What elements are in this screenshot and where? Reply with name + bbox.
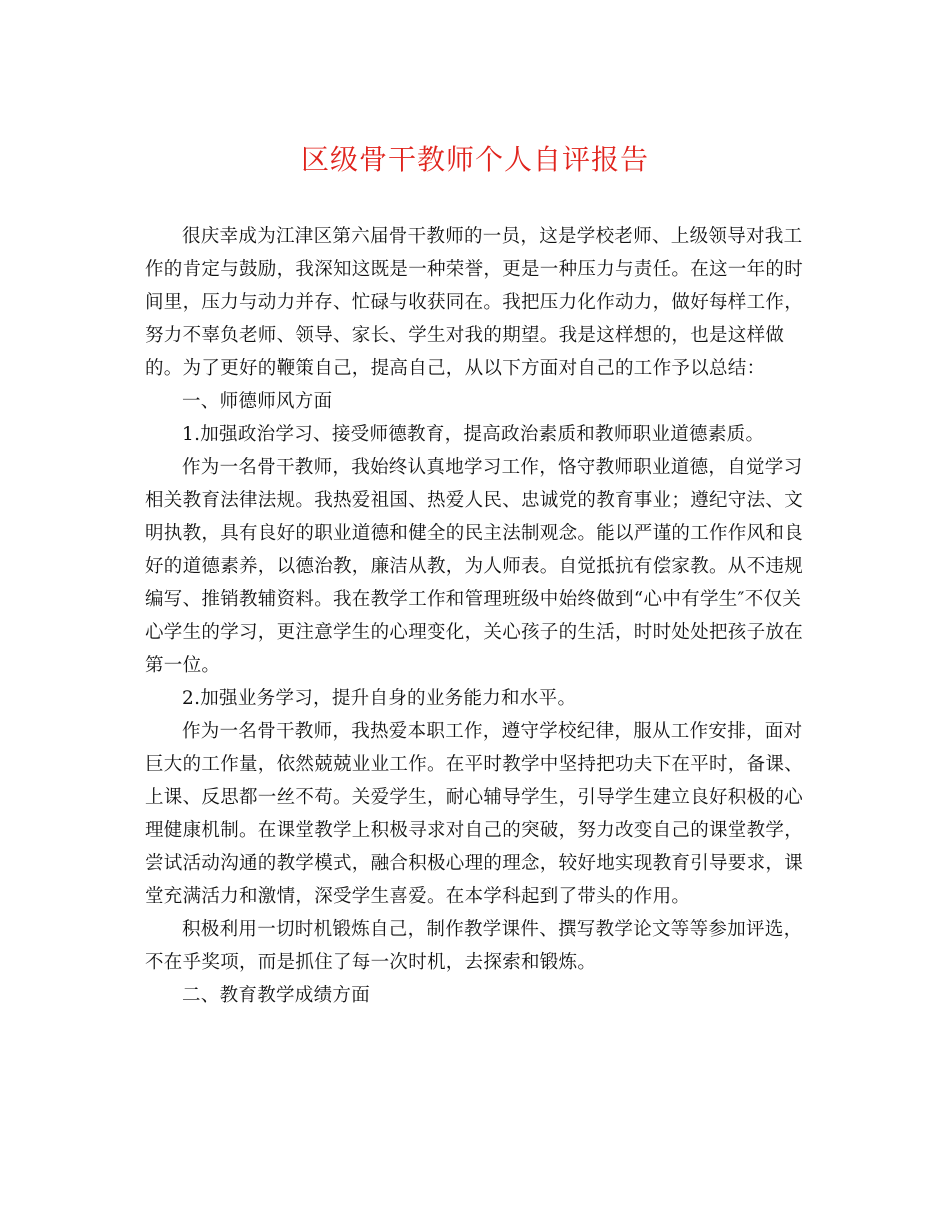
- section-heading-achievements: 二、教育教学成绩方面: [182, 985, 371, 1006]
- professional-paragraph: 作为一名骨干教师，我热爱本职工作，遵守学校纪律，服从工作安排，面对巨大的工作量，依然兢兢业业工作。在平时教学中坚持把功夫下在平时，备课、上课、反思都一丝不苟。关爱学生，耐心辅导学生，引导学生建立良好积极的心理健康机制。在课堂教学上积极寻求对自己的突破，努力改变自己的课堂教学，尝试活动沟通的教学模式，融合积极心理的理念，较好地实现教育引导要求，课堂充满活力和激情，深受学生喜爱。在本学科起到了带头的作用。: [145, 721, 804, 907]
- subheading-political-study: 1.加强政治学习、接受师德教育，提高政治素质和教师职业道德素质。: [182, 424, 765, 445]
- document-title: 区级骨干教师个人自评报告: [300, 143, 649, 176]
- subheading-professional-study: 2.加强业务学习，提升自身的业务能力和水平。: [182, 688, 577, 709]
- document-body: [145, 220, 805, 1012]
- self-improvement-paragraph: 积极利用一切时机锻炼自己，制作教学课件、撰写教学论文等等参加评选，不在乎奖项，而是抓住了每一次时机，去探索和锻炼。: [145, 919, 803, 973]
- ethics-paragraph: 作为一名骨干教师，我始终认真地学习工作，恪守教师职业道德，自觉学习相关教育法律法规。我热爱祖国、热爱人民、忠诚党的教育事业；遵纪守法、文明执教，具有良好的职业道德和健全的民主法制观念。能以严谨的工作作风和良好的道德素养，以德治教，廉洁从教，为人师表。自觉抵抗有偿家教。从不违规编写、推销教辅资料。我在教学工作和管理班级中始终做到“心中有学生″不仅关心学生的学习，更注意学生的心理变化，关心孩子的生活，时时处处把孩子放在第一位。: [145, 457, 804, 676]
- section-heading-ethics: 一、师德师风方面: [182, 391, 333, 412]
- intro-paragraph: 很庆幸成为江津区第六届骨干教师的一员，这是学校老师、上级领导对我工作的肯定与鼓励，我深知这既是一种荣誉，更是一种压力与责任。在这一年的时间里，压力与动力并存、忙碌与收获同在。我把压力化作动力，做好每样工作，努力不辜负老师、领导、家长、学生对我的期望。我是这样想的，也是这样做的。为了更好的鞭策自己，提高自己，从以下方面对自己的工作予以总结：: [145, 226, 804, 379]
